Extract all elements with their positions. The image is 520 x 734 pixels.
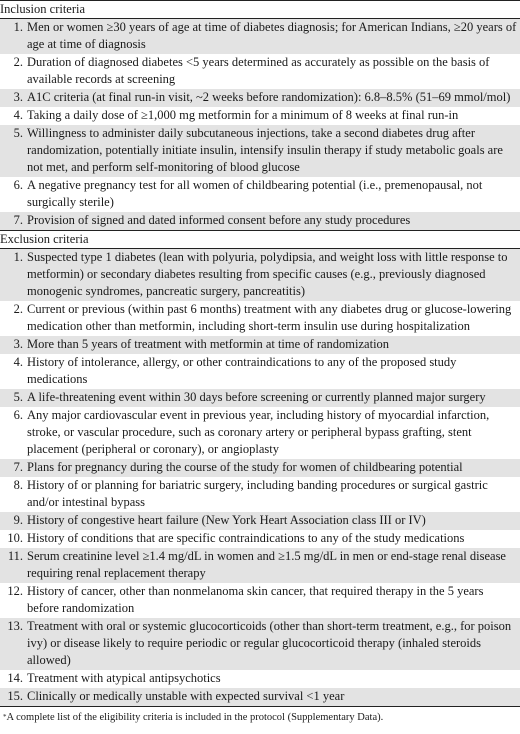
item-text: History of cancer, other than nonmelanoma skin cancer, that required therapy in the 5 years before randomization [27,584,484,615]
table-row [0,301,520,336]
table-row [0,477,520,512]
item-text: Treatment with atypical antipsychotics [27,671,221,685]
table-footnote [0,706,520,725]
item-number: 6. [13,408,23,422]
item-text: History of intolerance, allergy, or other contraindications to any of the proposed study medications [27,355,457,386]
table-row [0,548,520,583]
item-number: 13. [7,619,23,633]
item-number: 10. [7,531,23,545]
exclusion-heading-row [0,231,520,249]
table-row [0,19,520,55]
item-number: 3. [13,337,23,351]
table-row [0,389,520,407]
table-row [0,459,520,477]
item-number: 3. [13,90,23,104]
item-text: Treatment with oral or systemic glucocorticoids (other than short-term treatment, e.g., for poison ivy) or disease likely to require periodic or regular glucocorticoid therapy (inhaled steroids allowed) [27,619,512,667]
item-number: 9. [13,513,23,527]
item-number: 4. [13,355,23,369]
item-text: History of conditions that are specific contraindications to any of the study medications [27,531,465,545]
item-text: More than 5 years of treatment with metformin at time of randomization [27,337,390,351]
item-text: Taking a daily dose of ≥1,000 mg metformin for a minimum of 8 weeks at final run-in [27,108,459,122]
table-row [0,249,520,302]
item-number: 1. [13,20,23,34]
item-text: Any major cardiovascular event in previous year, including history of myocardial infarction, stroke, or vascular procedure, such as coronary artery or peripheral bypass grafting, stent placement (peripheral or coronary), or angioplasty [27,408,490,456]
item-text: A negative pregnancy test for all women of childbearing potential (i.e., premenopausal, not surgically sterile) [27,178,483,209]
item-number: 4. [13,108,23,122]
item-number: 2. [13,302,23,316]
item-text: A life-threatening event within 30 days before screening or currently planned major surgery [27,390,486,404]
item-number: 1. [13,250,23,264]
item-number: 5. [13,390,23,404]
item-text: Suspected type 1 diabetes (lean with polyuria, polydipsia, and weight loss with little response to metformin) or secondary diabetes resulting from specific causes (e.g., previously diagnosed monogenic syndromes, pancreatic surgery, pancreatitis) [27,250,508,298]
footnote-text: A complete list of the eligibility criteria is included in the protocol (Supplementary Data). [6,712,384,723]
table-row [0,407,520,459]
table-row [0,688,520,706]
item-text: Men or women ≥30 years of age at time of diabetes diagnosis; for American Indians, ≥20 years of age at time of diagnosis [27,20,517,51]
item-number: 6. [13,178,23,192]
item-number: 5. [13,126,23,140]
table-row [0,54,520,89]
item-text: A1C criteria (at final run-in visit, ~2 weeks before randomization): 6.8–8.5% (51–69 mmol/mol) [27,90,511,104]
table-row [0,177,520,212]
exclusion-heading: Exclusion criteria [0,231,520,249]
table-row [0,125,520,177]
item-number: 8. [13,478,23,492]
item-number: 7. [13,460,23,474]
table-row [0,107,520,125]
item-text: History of congestive heart failure (New York Heart Association class III or IV) [27,513,426,527]
footnote-marker: * [3,713,7,721]
table-row [0,530,520,548]
item-text: History of or planning for bariatric surgery, including banding procedures or surgical gastric and/or intestinal bypass [27,478,488,509]
table-row [0,212,520,231]
item-number: 2. [13,55,23,69]
item-number: 11. [7,549,23,563]
table-row [0,512,520,530]
table-row [0,583,520,618]
item-text: Current or previous (within past 6 months) treatment with any diabetes drug or glucose-lowering medication other than metformin, including short-term insulin use during hospitalization [27,302,512,333]
item-text: Provision of signed and dated informed consent before any study procedures [27,213,411,227]
item-number: 14. [7,671,23,685]
table-row [0,336,520,354]
table-row [0,89,520,107]
item-text: Willingness to administer daily subcutaneous injections, take a second diabetes drug after randomization, potentially initiate insulin, intensify insulin therapy if study metabolic goals are not met, and perform self-monitoring of blood glucose [27,126,503,174]
item-text: Serum creatinine level ≥1.4 mg/dL in women and ≥1.5 mg/dL in men or end-stage renal disease requiring renal replacement therapy [27,549,506,580]
table-row [0,670,520,688]
item-text: Plans for pregnancy during the course of the study for women of childbearing potential [27,460,463,474]
item-number: 7. [13,213,23,227]
table-row [0,618,520,670]
item-text: Duration of diagnosed diabetes <5 years determined as accurately as possible on the basis of available records at screening [27,55,490,86]
inclusion-heading-row [0,1,520,19]
item-text: Clinically or medically unstable with expected survival <1 year [27,689,345,703]
item-number: 12. [7,584,23,598]
item-number: 15. [7,689,23,703]
inclusion-heading: Inclusion criteria [0,1,520,19]
table-row [0,354,520,389]
